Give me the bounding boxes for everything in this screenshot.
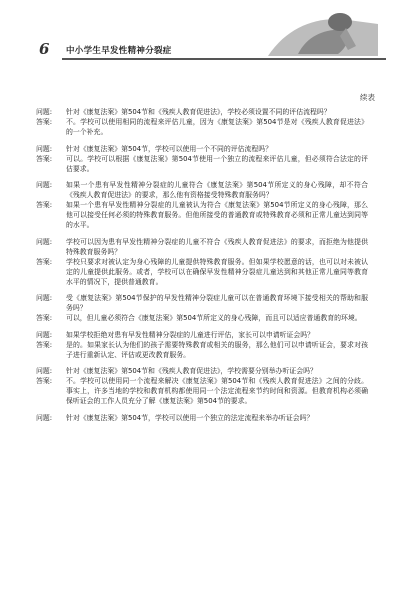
question-text: 受《康复法案》第504节保护的早发性精神分裂症儿童可以在普通教育环境下接受相关的帮助和服务吗？ bbox=[66, 294, 368, 312]
answer-label: 答案: bbox=[36, 154, 53, 163]
running-title: 中小学生早发性精神分裂症 bbox=[66, 46, 172, 56]
continued-label: 续表 bbox=[360, 93, 375, 102]
answer-text: 如果一个患有早发性精神分裂症的儿童被认为符合《康复法案》第504节所定义的身心残障，那么他可以接受任何必须的特殊教育服务。但他所接受的普通教育或特殊教育必须和正常儿童达到同等的水平。 bbox=[66, 201, 368, 229]
question-text: 针对《康复法案》第504节，学校可以使用一个独立的法定流程来举办听证会吗？ bbox=[66, 413, 314, 422]
question-label: 问题: bbox=[36, 330, 53, 339]
answer-label: 答案: bbox=[36, 340, 53, 349]
header-rule bbox=[62, 58, 386, 60]
answer-label: 答案: bbox=[36, 118, 53, 126]
question-label: 问题: bbox=[36, 144, 53, 153]
question-text: 如果学校拒绝对患有早发性精神分裂症的儿童进行评估，家长可以申请听证会吗？ bbox=[66, 330, 315, 339]
answer-item bbox=[36, 376, 368, 406]
question-label: 问题: bbox=[36, 367, 53, 375]
answer-label: 答案: bbox=[36, 314, 53, 322]
answer-item bbox=[36, 340, 368, 360]
question-item bbox=[36, 107, 368, 117]
question-item bbox=[36, 293, 368, 313]
question-text: 针对《康复法案》第504节和《残疾人教育促进法》，学校需要分别举办听证会吗？ bbox=[66, 367, 317, 375]
question-item bbox=[36, 413, 368, 423]
question-item bbox=[36, 180, 368, 200]
question-text: 针对《康复法案》第504节，学校可以使用一个不同的评估流程吗？ bbox=[66, 144, 273, 153]
question-text: 如果一个患有早发性精神分裂症的儿童符合《康复法案》第504节所定义的身心残障，却不符合《残疾人教育促进法》的要求，那么他有资格接受特殊教育服务吗？ bbox=[66, 181, 368, 199]
answer-item bbox=[36, 313, 368, 323]
question-label: 问题: bbox=[36, 108, 53, 116]
question-label: 问题: bbox=[36, 294, 53, 302]
qa-list bbox=[36, 107, 368, 429]
answer-text: 学校只要求对被认定为身心残障的儿童提供特殊教育服务。但如果学校愿意的话，也可以对未被认定的儿童提供此服务。或者，学校可以在确保早发性精神分裂症儿童达到和其他正常儿童同等教育水平的情况下，提供普通教育。 bbox=[66, 257, 368, 286]
answer-item bbox=[36, 117, 368, 137]
answer-text: 可以，但儿童必须符合《康复法案》第504节所定义的身心残障，而且可以适应普通教育的环境。 bbox=[66, 314, 362, 322]
page-number: 6 bbox=[39, 40, 50, 58]
question-item bbox=[36, 366, 368, 376]
answer-text: 不。学校可以使用相同的流程来评估儿童，因为《康复法案》第504节是对《残疾人教育促进法》的一个补充。 bbox=[66, 118, 368, 136]
page-header bbox=[0, 0, 400, 62]
answer-item bbox=[36, 154, 368, 174]
question-label: 问题: bbox=[36, 237, 53, 246]
header-decoration-image bbox=[228, 6, 388, 58]
question-text: 针对《康复法案》第504节和《残疾人教育促进法》，学校必须设置不同的评估流程吗？ bbox=[66, 108, 331, 116]
question-label: 问题: bbox=[36, 413, 53, 422]
question-label: 问题: bbox=[36, 181, 53, 189]
answer-text: 可以。学校可以根据《康复法案》第504节使用一个独立的流程来评估儿童，但必须符合法定的评估要求。 bbox=[66, 154, 368, 173]
question-item bbox=[36, 330, 368, 340]
question-item bbox=[36, 237, 368, 257]
answer-label: 答案: bbox=[36, 377, 53, 385]
question-item bbox=[36, 144, 368, 154]
answer-text: 不。学校可以使用同一个流程来解决《康复法案》第504节和《残疾人教育促进法》之间的分歧。事实上，许多当地的学校和教育机构都使用同一个法定流程来节约时间和资源。但教育机构必须确保听证会的工作人员充分了解《康复法案》第504节的要求。 bbox=[66, 377, 368, 405]
question-text: 学校可以因为患有早发性精神分裂症的儿童不符合《残疾人教育促进法》的要求，而拒绝为他提供特殊教育服务吗？ bbox=[66, 237, 368, 256]
answer-label: 答案: bbox=[36, 201, 53, 209]
answer-item bbox=[36, 200, 368, 230]
answer-item bbox=[36, 257, 368, 287]
answer-text: 是的。如果家长认为他们的孩子需要特殊教育或相关的服务，那么他们可以申请听证会，要求对孩子进行重新认定、评估或更改教育服务。 bbox=[66, 340, 368, 359]
answer-label: 答案: bbox=[36, 257, 53, 266]
